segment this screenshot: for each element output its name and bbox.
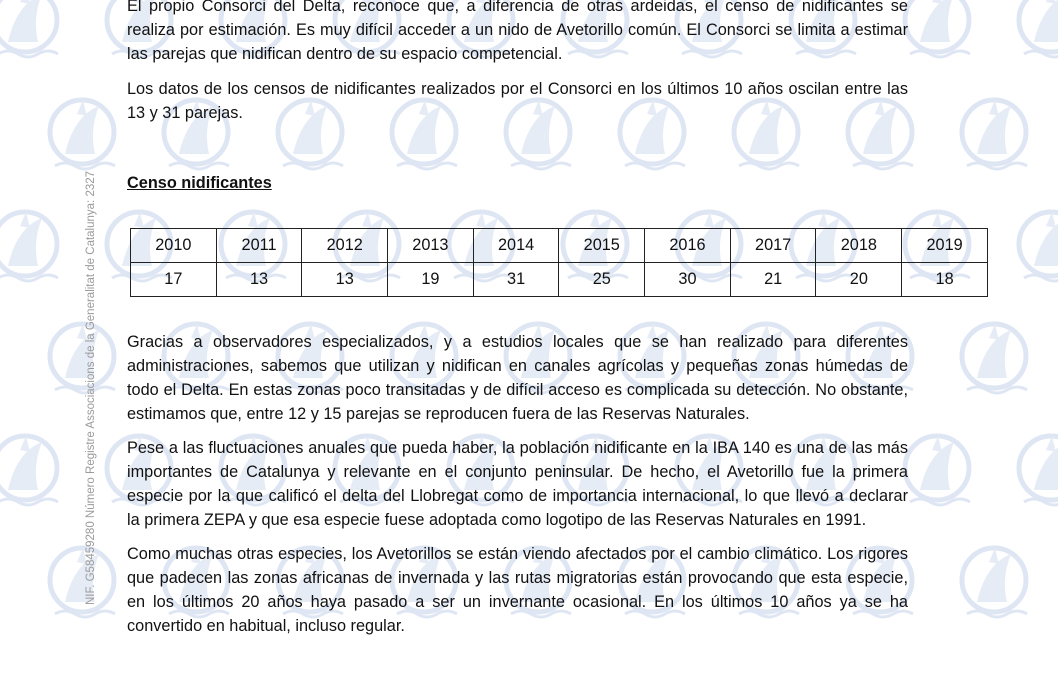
bird-logo-icon bbox=[0, 212, 58, 281]
section-heading-censo: Censo nidificantes bbox=[127, 174, 272, 192]
census-table-container bbox=[130, 228, 963, 297]
paragraph-census-range: Los datos de los censos de nidificantes realizados por el Consorci en los últimos 10 años oscilan entre las 13 y 31 parejas. bbox=[127, 80, 908, 122]
count-cell: 20 bbox=[816, 263, 902, 297]
paragraph-climate-change: Como muchas otras especies, los Avetorillos se están viendo afectados por el cambio climático. Los rigores que padecen las zonas africanas de invernada y las rutas migratorias están provocando que esta especie, en los últimos 20 años haya pasado a ser un invernante ocasional. En los últimos 10 años ya se ha convertido en habitual, incluso regular. bbox=[127, 545, 908, 635]
year-cell: 2011 bbox=[216, 229, 302, 263]
bird-logo-icon bbox=[0, 0, 58, 57]
bird-logo-icon bbox=[50, 324, 115, 393]
year-cell: 2012 bbox=[302, 229, 388, 263]
bird-logo-icon bbox=[962, 100, 1027, 169]
bird-logo-icon bbox=[1019, 436, 1058, 505]
bird-logo-icon bbox=[50, 100, 115, 169]
count-cell: 31 bbox=[473, 263, 559, 297]
document-body bbox=[127, 0, 963, 638]
year-cell: 2013 bbox=[388, 229, 474, 263]
table-row-years bbox=[131, 229, 988, 263]
count-cell: 19 bbox=[388, 263, 474, 297]
bird-logo-icon bbox=[50, 548, 115, 617]
paragraph-observers: Gracias a observadores especializados, y a estudios locales que se han realizado para diferentes administraciones, sabemos que utilizan y nidifican en canales agrícolas y pequeñas zonas húmedas de todo el Delta. En estas zonas poco transitadas y de difícil acceso es complicada su detección. No obstante, estimamos que, entre 12 y 15 parejas se reproducen fuera de las Reservas Naturales. bbox=[127, 333, 908, 423]
year-cell: 2014 bbox=[473, 229, 559, 263]
bird-logo-icon bbox=[905, 436, 970, 505]
bird-logo-icon bbox=[962, 548, 1027, 617]
bird-logo-icon bbox=[1019, 212, 1058, 281]
year-cell: 2015 bbox=[559, 229, 645, 263]
paragraph-iba-140: Pese a las fluctuaciones anuales que pueda haber, la población nidificante en la IBA 140 es una de las más importantes de Catalunya y relevante en el conjunto peninsular. De hecho, el Avetorillo fue la primera especie por la que calificó el delta del Llobregat como de importancia internacional, lo que llevó a declarar la primera ZEPA y que esa especie fuese adoptada como logotipo de las Reservas Naturales en 1991. bbox=[127, 439, 908, 529]
registry-side-text: NIF. G58459280 Número Registre Associacions de la Generalitat de Catalunya: 2327 bbox=[85, 170, 97, 606]
count-cell: 25 bbox=[559, 263, 645, 297]
year-cell: 2019 bbox=[902, 229, 988, 263]
census-table bbox=[130, 228, 988, 297]
year-cell: 2018 bbox=[816, 229, 902, 263]
table-row-counts bbox=[131, 263, 988, 297]
paragraph-consorci-estimation: El propio Consorci del Delta, reconoce que, a diferencia de otras ardeidas, el censo de nidificantes se realiza por estimación. Es muy difícil acceder a un nido de Avetorillo común. El Consorci se limita a estimar las parejas que nidifican dentro de su espacio competencial. bbox=[127, 0, 908, 63]
count-cell: 21 bbox=[730, 263, 816, 297]
year-cell: 2010 bbox=[131, 229, 217, 263]
bird-logo-icon bbox=[1019, 0, 1058, 57]
count-cell: 30 bbox=[645, 263, 731, 297]
year-cell: 2017 bbox=[730, 229, 816, 263]
year-cell: 2016 bbox=[645, 229, 731, 263]
bird-logo-icon bbox=[0, 436, 58, 505]
bird-logo-icon bbox=[962, 324, 1027, 393]
count-cell: 13 bbox=[302, 263, 388, 297]
bird-logo-icon bbox=[905, 0, 970, 57]
count-cell: 18 bbox=[902, 263, 988, 297]
count-cell: 13 bbox=[216, 263, 302, 297]
count-cell: 17 bbox=[131, 263, 217, 297]
